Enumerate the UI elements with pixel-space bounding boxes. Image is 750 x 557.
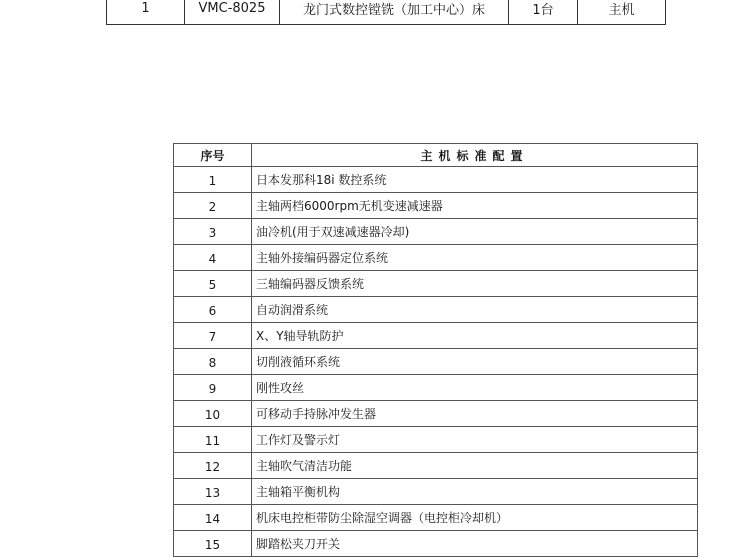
row-item: 主轴两档6000rpm无机变速减速器 (252, 193, 698, 219)
row-no: 9 (174, 375, 252, 401)
row-no: 8 (174, 349, 252, 375)
table-row (174, 349, 698, 375)
equipment-name: 龙门式数控镗铣（加工中心）床 (280, 0, 509, 25)
row-item: 三轴编码器反馈系统 (252, 271, 698, 297)
row-no: 14 (174, 505, 252, 531)
row-item: 主轴箱平衡机构 (252, 479, 698, 505)
table-row (174, 401, 698, 427)
row-item: 主轴吹气清洁功能 (252, 453, 698, 479)
table-row (107, 0, 666, 25)
row-no: 13 (174, 479, 252, 505)
table-row (174, 531, 698, 557)
row-no: 6 (174, 297, 252, 323)
equipment-remark: 主机 (578, 0, 666, 25)
row-item: 自动润滑系统 (252, 297, 698, 323)
table-row (174, 427, 698, 453)
row-no: 12 (174, 453, 252, 479)
row-no: 1 (174, 167, 252, 193)
table-row (174, 505, 698, 531)
row-no: 2 (174, 193, 252, 219)
row-item: 机床电控柜带防尘除湿空调器（电控柜冷却机） (252, 505, 698, 531)
equipment-table (106, 0, 666, 25)
equipment-model: VMC-8025 (185, 0, 280, 25)
header-item: 主机标准配置 (252, 144, 698, 167)
row-item: 工作灯及警示灯 (252, 427, 698, 453)
row-item: 主轴外接编码器定位系统 (252, 245, 698, 271)
row-no: 10 (174, 401, 252, 427)
table-row (174, 479, 698, 505)
equipment-qty: 1台 (509, 0, 578, 25)
row-item: 刚性攻丝 (252, 375, 698, 401)
table-row (174, 193, 698, 219)
row-item: 日本发那科18i 数控系统 (252, 167, 698, 193)
row-item: 脚踏松夹刀开关 (252, 531, 698, 557)
row-no: 7 (174, 323, 252, 349)
table-row (174, 323, 698, 349)
row-no: 4 (174, 245, 252, 271)
row-item: 切削液循环系统 (252, 349, 698, 375)
row-item: X、Y轴导轨防护 (252, 323, 698, 349)
row-item: 油冷机(用于双速减速器冷却) (252, 219, 698, 245)
standard-config-table (173, 143, 698, 557)
table-row (174, 245, 698, 271)
table-row (174, 453, 698, 479)
table-header-row (174, 144, 698, 167)
table-row (174, 297, 698, 323)
row-no: 15 (174, 531, 252, 557)
row-no: 3 (174, 219, 252, 245)
row-item: 可移动手持脉冲发生器 (252, 401, 698, 427)
equipment-no: 1 (107, 0, 185, 25)
row-no: 11 (174, 427, 252, 453)
row-no: 5 (174, 271, 252, 297)
table-row (174, 375, 698, 401)
header-no: 序号 (174, 144, 252, 167)
table-row (174, 167, 698, 193)
table-row (174, 219, 698, 245)
table-row (174, 271, 698, 297)
